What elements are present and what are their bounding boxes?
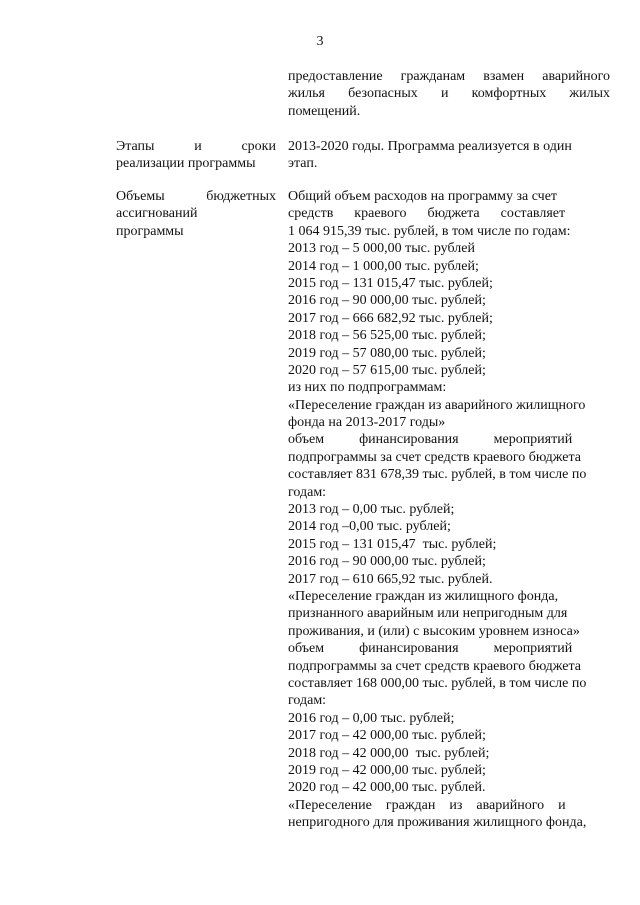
word: жилья — [288, 86, 325, 102]
volumes-text-line: составляет 168 000,00 тыс. рублей, в том числе по — [288, 675, 587, 691]
stages-value-line-2: этап. — [288, 156, 318, 172]
intro-text — [288, 68, 610, 120]
volumes-text-line: «Переселение граждан из аварийного жилищного — [288, 397, 586, 413]
word: жилых — [569, 86, 610, 102]
page-number: 3 — [316, 34, 324, 49]
volumes-text-line: 2017 год – 610 665,92 тыс. рублей. — [288, 571, 493, 587]
word: безопасных — [348, 86, 418, 102]
volumes-text-line: подпрограммы за счет средств краевого бюджета — [288, 658, 581, 674]
word: Этапы — [116, 139, 155, 154]
volumes-text-line: 2013 год – 0,00 тыс. рублей; — [288, 502, 455, 518]
volumes-text-line: 2018 год – 42 000,00 тыс. рублей; — [288, 745, 490, 761]
volumes-text-line: 1 064 915,39 тыс. рублей, в том числе по годам: — [288, 223, 571, 239]
stages-label-line-1 — [116, 138, 276, 155]
stages-label — [116, 138, 276, 173]
volumes-text-line: 2020 год – 42 000,00 тыс. рублей. — [288, 780, 486, 796]
stages-value — [288, 138, 610, 173]
volumes-text-line: 2018 год – 56 525,00 тыс. рублей; — [288, 328, 486, 344]
volumes-text-line: 2014 год –0,00 тыс. рублей; — [288, 519, 451, 535]
word: и — [194, 139, 202, 154]
volumes-text-line: годам: — [288, 693, 327, 709]
volumes-label-line-2: ассигнований — [116, 206, 198, 222]
volumes-text-line: средств краевого бюджета составляет — [288, 206, 566, 222]
intro-line-1 — [288, 68, 610, 85]
volumes-text-line: 2020 год – 57 615,00 тыс. рублей; — [288, 362, 486, 378]
intro-line-3: помещений. — [288, 103, 361, 119]
volumes-text-line: 2015 год – 131 015,47 тыс. рублей; — [288, 536, 497, 552]
word: аварийного — [542, 69, 610, 84]
volumes-text-line: объем финансирования мероприятий — [288, 641, 573, 657]
stages-label-line-2: реализации программы — [116, 156, 256, 172]
volumes-text-line: непригодного для проживания жилищного фонда, — [288, 815, 587, 831]
volumes-text-line: проживания, и (или) с высоким уровнем износа» — [288, 623, 580, 639]
word: и — [440, 86, 449, 102]
volumes-text-line: Общий объем расходов на программу за счет — [288, 189, 558, 204]
word: сроки — [241, 139, 276, 154]
intro-line-2 — [288, 85, 610, 102]
volumes-text-line: 2019 год – 42 000,00 тыс. рублей; — [288, 762, 486, 778]
volumes-text-line: годам: — [288, 484, 327, 500]
volumes-text — [288, 188, 610, 831]
word: комфортных — [471, 86, 547, 102]
volumes-text-line: 2017 год – 42 000,00 тыс. рублей; — [288, 728, 486, 744]
volumes-label — [116, 188, 276, 240]
volumes-text-line: фонда на 2013-2017 годы» — [288, 415, 446, 431]
volumes-text-line: из них по подпрограммам: — [288, 380, 447, 396]
volumes-text-line: 2014 год – 1 000,00 тыс. рублей; — [288, 258, 479, 274]
volumes-text-line: подпрограммы за счет средств краевого бюджета — [288, 449, 581, 465]
volumes-text-line: «Переселение граждан из жилищного фонда, — [288, 588, 559, 604]
stages-value-line-1: 2013-2020 годы. Программа реализуется в один — [288, 139, 572, 154]
volumes-text-line: 2016 год – 90 000,00 тыс. рублей; — [288, 293, 486, 309]
volumes-text-line: объем финансирования мероприятий — [288, 432, 573, 448]
volumes-text-line: 2017 год – 666 682,92 тыс. рублей; — [288, 310, 493, 326]
word: Объемы — [116, 189, 165, 204]
volumes-text-line: 2016 год – 90 000,00 тыс. рублей; — [288, 554, 486, 570]
word: предоставление — [288, 69, 383, 84]
word: гражданам — [400, 69, 466, 84]
volumes-label-line-1 — [116, 188, 276, 205]
volumes-text-line: 2013 год – 5 000,00 тыс. рублей — [288, 241, 475, 257]
volumes-text-line: «Переселение граждан из аварийного и — [288, 797, 566, 813]
volumes-text-line: 2019 год – 57 080,00 тыс. рублей; — [288, 345, 486, 361]
volumes-text-line: 2015 год – 131 015,47 тыс. рублей; — [288, 275, 493, 291]
volumes-text-line: 2016 год – 0,00 тыс. рублей; — [288, 710, 455, 726]
volumes-text-line: признанного аварийным или непригодным для — [288, 606, 568, 622]
volumes-text-line: составляет 831 678,39 тыс. рублей, в том числе по — [288, 467, 587, 483]
volumes-label-line-3: программы — [116, 223, 184, 239]
word: бюджетных — [206, 189, 276, 204]
word: взамен — [483, 69, 525, 84]
